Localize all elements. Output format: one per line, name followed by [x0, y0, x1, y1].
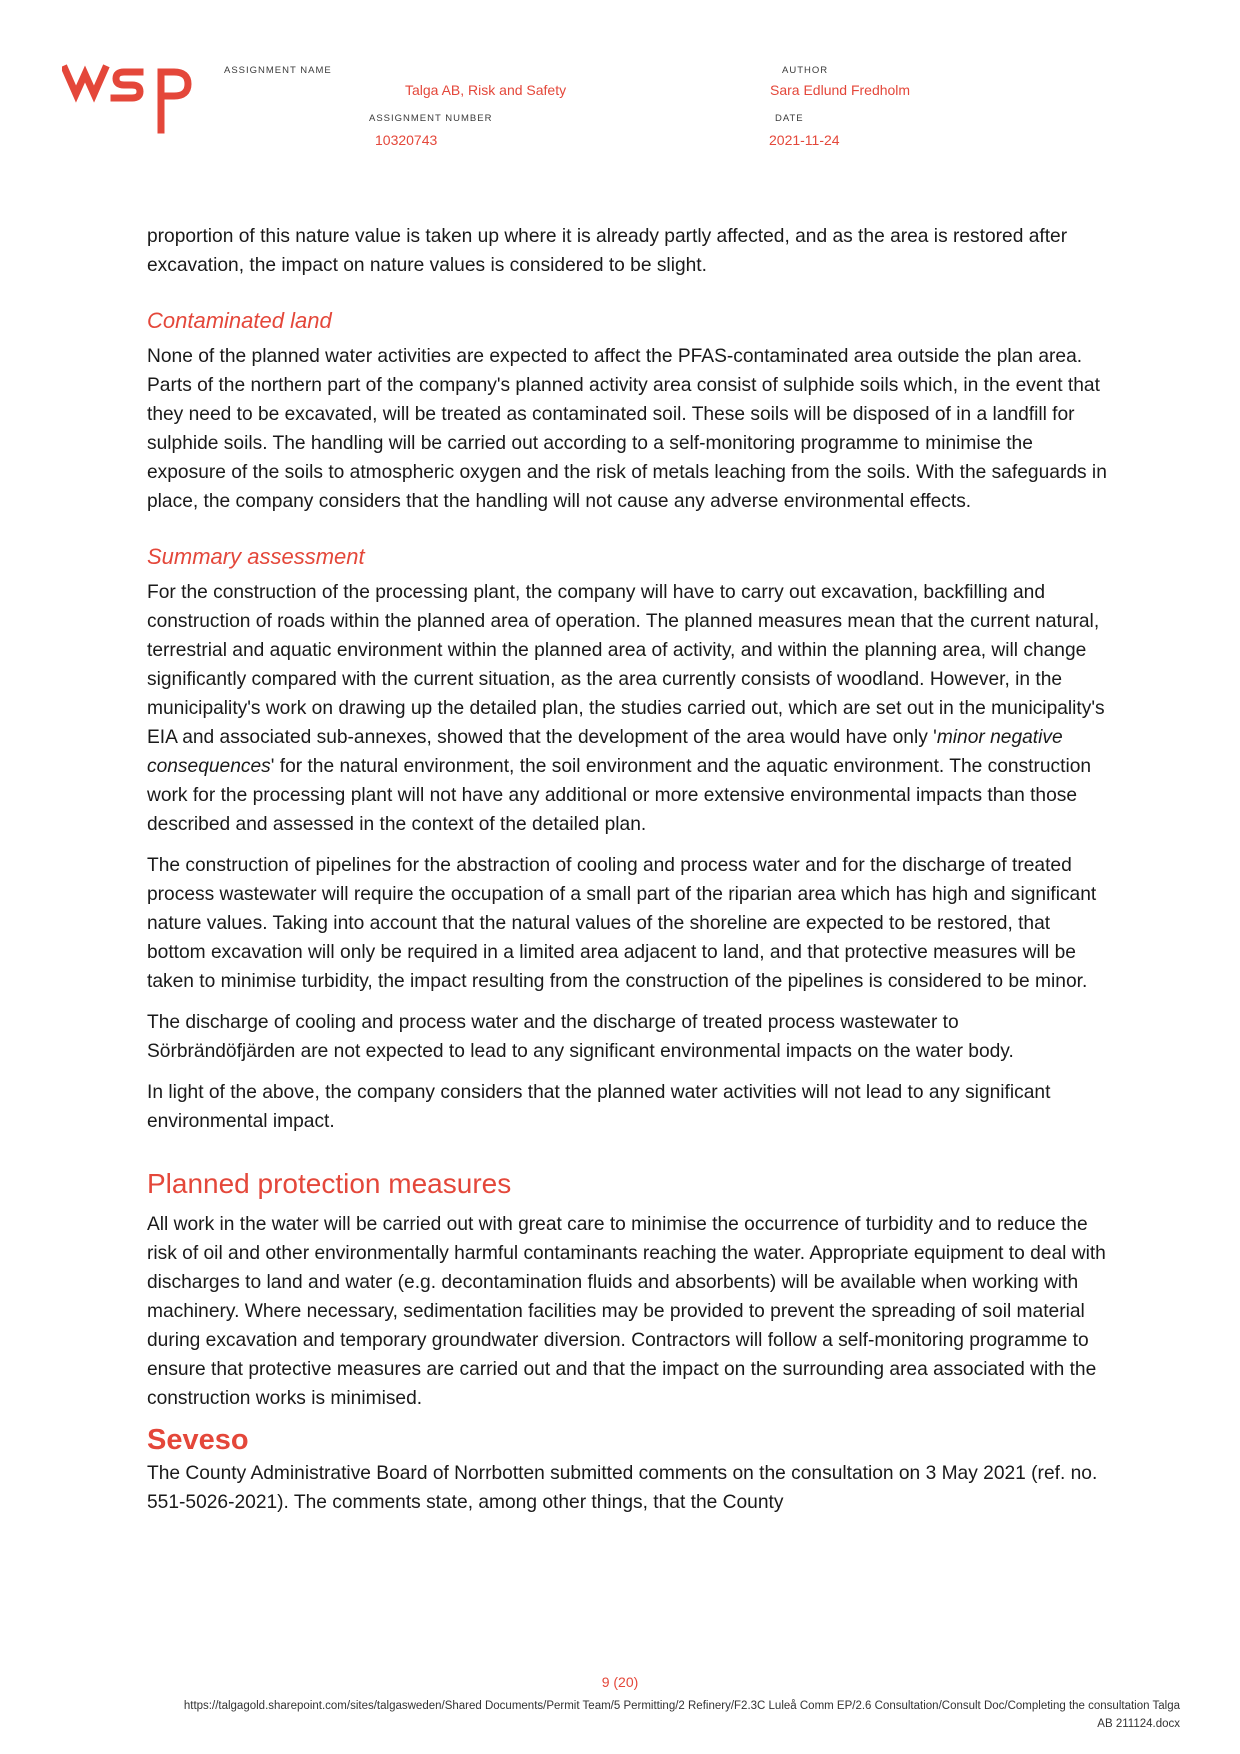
summary-1-emphasis: minor negative consequences — [147, 727, 1063, 777]
paragraph-contaminated-land: None of the planned water activities are expected to affect the PFAS-contaminated area outside the plan area. Parts of the northern part of the company's planned activity area consist of sulphide soils which, in the event that they need to be excavated, will be treated as contaminated soil. These soils will be disposed of in a landfill for sulphide soils. The handling will be carried out according to a self-monitoring programme to minimise the exposure of the soils to atmospheric oxygen and the risk of metals leaching from the soils. With the safeguards in place, the company considers that the handling will not cause any adverse environmental effects. — [147, 346, 1107, 512]
assignment-number-label: ASSIGNMENT NUMBER — [369, 113, 493, 124]
heading-seveso: Seveso — [147, 1424, 249, 1456]
file-path-line-2: AB 211124.docx — [1097, 1718, 1180, 1730]
paragraph-seveso: The County Administrative Board of Norrbotten submitted comments on the consultation on 3 May 2021 (ref. no. 551-5026-2021). The comments state, among other things, that the County — [147, 1463, 1098, 1513]
document-date: 2021-11-24 — [769, 132, 840, 148]
assignment-name-label: ASSIGNMENT NAME — [224, 65, 332, 76]
assignment-name: Talga AB, Risk and Safety — [405, 82, 567, 98]
paragraph-intro: proportion of this nature value is taken up where it is already partly affected, and as the area is restored after excavation, the impact on nature values is considered to be slight. — [147, 226, 1068, 276]
paragraph-summary-3: The discharge of cooling and process water and the discharge of treated process wastewater to Sörbrändöfjärden are not expected to lead to any significant environmental impacts on the water body. — [147, 1012, 1014, 1062]
paragraph-protection: All work in the water will be carried out with great care to minimise the occurrence of turbidity and to reduce the risk of oil and other environmentally harmful contaminants reaching the water. Appropriate equipment to deal with discharges to land and water (e.g. decontamination fluids and absorbents) will be available when working with machinery. Where necessary, sedimentation facilities may be provided to prevent the spreading of soil material during excavation and temporary groundwater diversion. Contractors will follow a self-monitoring programme to ensure that protective measures are carried out and that the impact on the surrounding area associated with the construction works is minimised. — [147, 1214, 1106, 1409]
date-label: DATE — [775, 113, 804, 124]
heading-planned-protection-measures: Planned protection measures — [147, 1168, 512, 1199]
summary-1-text-a: For the construction of the processing plant, the company will have to carry out excavation, backfilling and construction of roads within the planned area of operation. The planned measures mean that the current natural, terrestrial and aquatic environment within the planned area of activity, and within the planning area, will change significantly compared with the current situation, as the area currently consists of woodland. However, in the municipality's work on drawing up the detailed plan, the studies carried out, which are set out in the municipality's EIA and associated sub-annexes, showed that the development of the area would have only ' — [147, 582, 1105, 748]
page-number: 9 (20) — [601, 1674, 639, 1690]
paragraph-summary-4: In light of the above, the company considers that the planned water activities will not lead to any significant environmental impact. — [147, 1082, 1051, 1132]
file-path-line-1: https://talgagold.sharepoint.com/sites/talgasweden/Shared Documents/Permit Team/5 Permitting/2 Refinery/F2.3C Luleå Comm EP/2.6 Consultation/Consult Doc/Completing the consultation Talga — [183, 1700, 1180, 1712]
document-body — [147, 222, 1107, 1529]
wsp-logo — [62, 64, 204, 134]
file-path — [60, 1697, 1180, 1733]
author-name: Sara Edlund Fredholm — [770, 82, 911, 98]
author-label: AUTHOR — [782, 65, 829, 76]
paragraph-summary-2: The construction of pipelines for the abstraction of cooling and process water and for the discharge of treated process wastewater will require the occupation of a small part of the riparian area which has high and significant nature values. Taking into account that the natural values of the shoreline are expected to be restored, that bottom excavation will only be required in a limited area adjacent to land, and that protective measures will be taken to minimise turbidity, the impact resulting from the construction of the pipelines is considered to be minor. — [147, 855, 1097, 992]
summary-1-text-b: ' for the natural environment, the soil environment and the aquatic environment. The construction work for the processing plant will not have any additional or more extensive environmental impacts than those described and assessed in the context of the detailed plan. — [147, 756, 1092, 835]
heading-summary-assessment: Summary assessment — [147, 544, 365, 569]
assignment-number: 10320743 — [375, 132, 438, 148]
paragraph-summary-1 — [147, 578, 1107, 839]
heading-contaminated-land: Contaminated land — [147, 308, 332, 333]
